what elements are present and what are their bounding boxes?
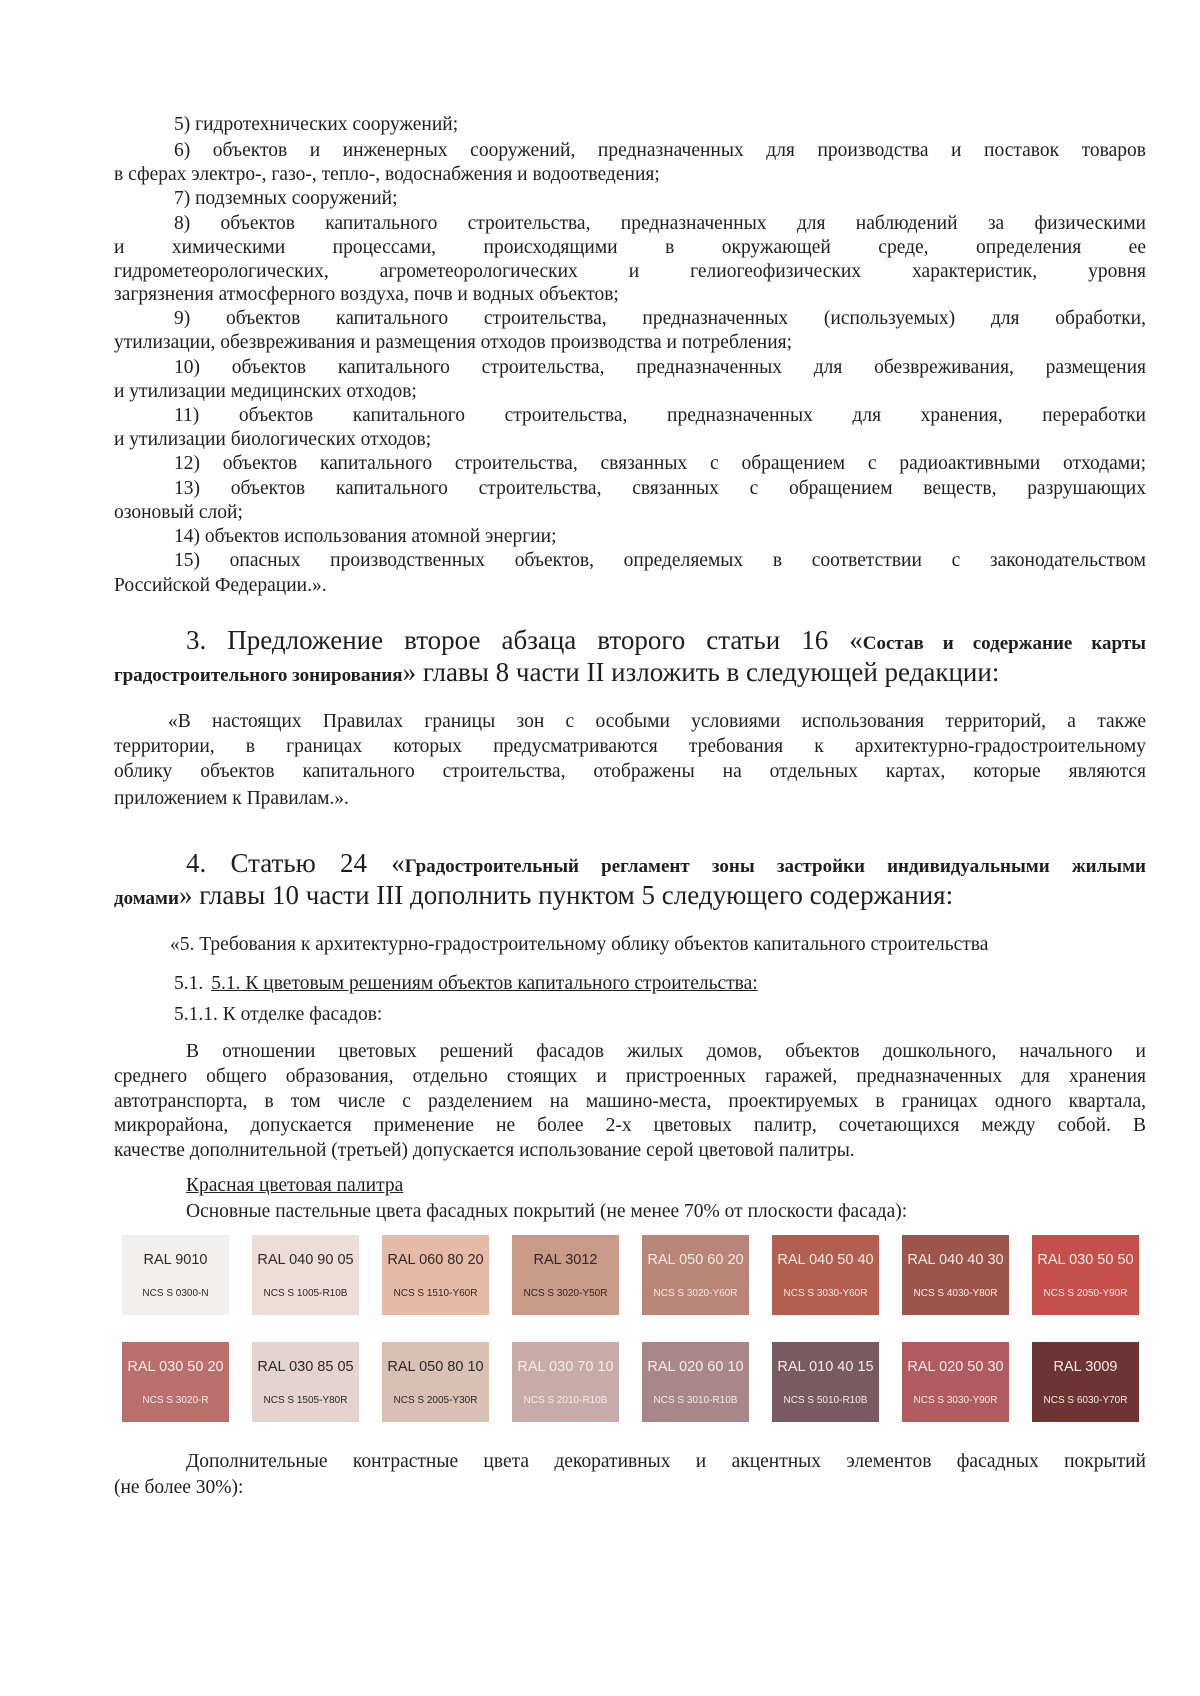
color-swatch bbox=[122, 1235, 229, 1315]
color-swatch bbox=[382, 1235, 489, 1315]
subsection-5-1-title: 5.1. К цветовым решениям объектов капитального строительства: bbox=[211, 973, 758, 994]
palette-title: Красная цветовая палитра bbox=[186, 1175, 404, 1196]
swatch-ral-code: RAL 040 90 05 bbox=[257, 1252, 354, 1268]
list-item-9-cont: утилизации, обезвреживания и размещения отходов производства и потребления; bbox=[114, 332, 793, 353]
color-swatch bbox=[382, 1342, 489, 1422]
color-swatch bbox=[252, 1342, 359, 1422]
facade-paragraph-cont: автотранспорта, в том числе с разделением на машино-места, проектируемых в границах одного квартала, bbox=[114, 1091, 1146, 1112]
swatch-ncs-code: NCS S 3010-R10B bbox=[653, 1395, 738, 1406]
swatch-ral-code: RAL 050 80 10 bbox=[387, 1359, 484, 1375]
swatch-ral-code: RAL 030 70 10 bbox=[517, 1359, 614, 1375]
swatch-ral-code: RAL 3009 bbox=[1053, 1359, 1118, 1375]
list-item-13-cont: озоновый слой; bbox=[114, 502, 243, 523]
color-swatch bbox=[902, 1342, 1009, 1422]
swatch-ncs-code: NCS S 2050-Y90R bbox=[1043, 1288, 1128, 1299]
section-4-heading: 4. Статью 24 «Градостроительный регламент зоны застройки индивидуальными жилыми bbox=[186, 848, 1146, 878]
color-swatch bbox=[512, 1342, 619, 1422]
swatch-ncs-code: NCS S 3020-Y50R bbox=[523, 1288, 608, 1299]
list-item-6-cont: в сферах электро-, газо-, тепло-, водоснабжения и водоотведения; bbox=[114, 164, 660, 185]
color-swatch bbox=[642, 1342, 749, 1422]
swatch-ral-code: RAL 040 40 30 bbox=[907, 1252, 1004, 1268]
facade-paragraph-cont: среднего общего образования, отдельно стоящих и пристроенных гаражей, предназначенных для хранения bbox=[114, 1066, 1146, 1087]
color-swatch bbox=[1032, 1342, 1139, 1422]
accent-colors-paragraph: Дополнительные контрастные цвета декоративных и акцентных элементов фасадных покрытий bbox=[186, 1451, 1146, 1472]
list-item-12: 12) объектов капитального строительства, связанных с обращением с радиоактивными отходами; bbox=[174, 453, 1146, 474]
section-3-heading: 3. Предложение второе абзаца второго статьи 16 «Состав и содержание карты bbox=[186, 625, 1146, 655]
swatch-ral-code: RAL 010 40 15 bbox=[777, 1359, 874, 1375]
swatch-ral-code: RAL 020 50 30 bbox=[907, 1359, 1004, 1375]
swatch-ral-code: RAL 030 50 20 bbox=[127, 1359, 224, 1375]
section-3-heading-cont: градостроительного зонирования» главы 8 части II изложить в следующей редакции: bbox=[114, 657, 1000, 687]
section-4-heading-cont: домами» главы 10 части III дополнить пунктом 5 следующего содержания: bbox=[114, 880, 954, 910]
list-item-15-cont: Российской Федерации.». bbox=[114, 575, 327, 596]
swatch-ral-code: RAL 040 50 40 bbox=[777, 1252, 874, 1268]
quote-paragraph-cont: территории, в границах которых предусматриваются требования к архитектурно-градостроительному bbox=[114, 736, 1146, 757]
quote-paragraph-cont: облику объектов капитального строительства, отображены на отдельных картах, которые являются bbox=[114, 761, 1146, 782]
swatch-ncs-code: NCS S 2005-Y30R bbox=[393, 1395, 478, 1406]
swatch-ral-code: RAL 3012 bbox=[533, 1252, 598, 1268]
swatch-ncs-code: NCS S 2010-R10B bbox=[523, 1395, 608, 1406]
subsection-5-1: 5.1. 5.1. К цветовым решениям объектов капитального строительства: bbox=[174, 973, 758, 994]
swatch-ncs-code: NCS S 3020-Y60R bbox=[653, 1288, 738, 1299]
list-item-6: 6) объектов и инженерных сооружений, предназначенных для производства и поставок товаров bbox=[174, 140, 1146, 161]
swatch-ncs-code: NCS S 0300-N bbox=[142, 1288, 209, 1299]
color-swatch bbox=[252, 1235, 359, 1315]
swatch-ncs-code: NCS S 4030-Y80R bbox=[913, 1288, 998, 1299]
color-swatch bbox=[642, 1235, 749, 1315]
color-swatch bbox=[512, 1235, 619, 1315]
facade-paragraph-cont: микрорайона, допускается применение не более 2-х цветовых палитр, сочетающихся между собой. В bbox=[114, 1115, 1146, 1136]
facade-paragraph-cont: качестве дополнительной (третьей) допускается использование серой цветовой палитры. bbox=[114, 1140, 855, 1161]
color-swatch bbox=[1032, 1235, 1139, 1315]
palette-caption: Основные пастельные цвета фасадных покрытий (не менее 70% от плоскости фасада): bbox=[186, 1201, 908, 1222]
color-swatch bbox=[772, 1342, 879, 1422]
color-swatch bbox=[772, 1235, 879, 1315]
swatch-ral-code: RAL 030 50 50 bbox=[1037, 1252, 1134, 1268]
list-item-11-cont: и утилизации биологических отходов; bbox=[114, 429, 432, 450]
list-item-13: 13) объектов капитального строительства, связанных с обращением веществ, разрушающих bbox=[174, 478, 1146, 499]
list-item-8-cont: и химическими процессами, происходящими в окружающей среде, определения ее bbox=[114, 237, 1146, 258]
list-item-8-cont: загрязнения атмосферного воздуха, почв и водных объектов; bbox=[114, 284, 619, 305]
swatch-ncs-code: NCS S 1005-R10B bbox=[263, 1288, 348, 1299]
list-item-8-cont: гидрометеорологических, агрометеорологических и гелиогеофизических характеристик, уровня bbox=[114, 261, 1146, 282]
quote-paragraph-cont: приложением к Правилам.». bbox=[114, 788, 349, 809]
swatch-ral-code: RAL 030 85 05 bbox=[257, 1359, 354, 1375]
list-item-10: 10) объектов капитального строительства, предназначенных для обезвреживания, размещения bbox=[174, 357, 1146, 378]
swatch-ncs-code: NCS S 1505-Y80R bbox=[263, 1395, 348, 1406]
color-swatch bbox=[902, 1235, 1009, 1315]
list-item-8: 8) объектов капитального строительства, предназначенных для наблюдений за физическими bbox=[174, 213, 1146, 234]
list-item-11: 11) объектов капитального строительства, предназначенных для хранения, переработки bbox=[174, 405, 1146, 426]
requirements-heading: «5. Требования к архитектурно-градостроительному облику объектов капитального строительства bbox=[170, 934, 989, 955]
swatch-ral-code: RAL 9010 bbox=[143, 1252, 208, 1268]
swatch-ral-code: RAL 020 60 10 bbox=[647, 1359, 744, 1375]
list-item-15: 15) опасных производственных объектов, определяемых в соответствии с законодательством bbox=[174, 550, 1146, 571]
swatch-ncs-code: NCS S 3030-Y60R bbox=[783, 1288, 868, 1299]
accent-colors-paragraph-cont: (не более 30%): bbox=[114, 1477, 244, 1498]
facade-paragraph: В отношении цветовых решений фасадов жилых домов, объектов дошкольного, начального и bbox=[186, 1041, 1146, 1062]
list-item-14: 14) объектов использования атомной энергии; bbox=[174, 526, 557, 547]
quote-paragraph: «В настоящих Правилах границы зон с особыми условиями использования территорий, а также bbox=[168, 711, 1146, 732]
swatch-ral-code: RAL 060 80 20 bbox=[387, 1252, 484, 1268]
swatch-ncs-code: NCS S 3030-Y90R bbox=[913, 1395, 998, 1406]
swatch-ral-code: RAL 050 60 20 bbox=[647, 1252, 744, 1268]
swatch-ncs-code: NCS S 5010-R10B bbox=[783, 1395, 868, 1406]
swatch-ncs-code: NCS S 1510-Y60R bbox=[393, 1288, 478, 1299]
subsection-5-1-1: 5.1.1. К отделке фасадов: bbox=[174, 1004, 383, 1025]
list-item-5: 5) гидротехнических сооружений; bbox=[174, 114, 459, 135]
swatch-ncs-code: NCS S 6030-Y70R bbox=[1043, 1395, 1128, 1406]
list-item-10-cont: и утилизации медицинских отходов; bbox=[114, 381, 417, 402]
color-swatch bbox=[122, 1342, 229, 1422]
swatch-ncs-code: NCS S 3020-R bbox=[142, 1395, 209, 1406]
list-item-7: 7) подземных сооружений; bbox=[174, 188, 398, 209]
list-item-9: 9) объектов капитального строительства, предназначенных (используемых) для обработки, bbox=[174, 308, 1146, 329]
